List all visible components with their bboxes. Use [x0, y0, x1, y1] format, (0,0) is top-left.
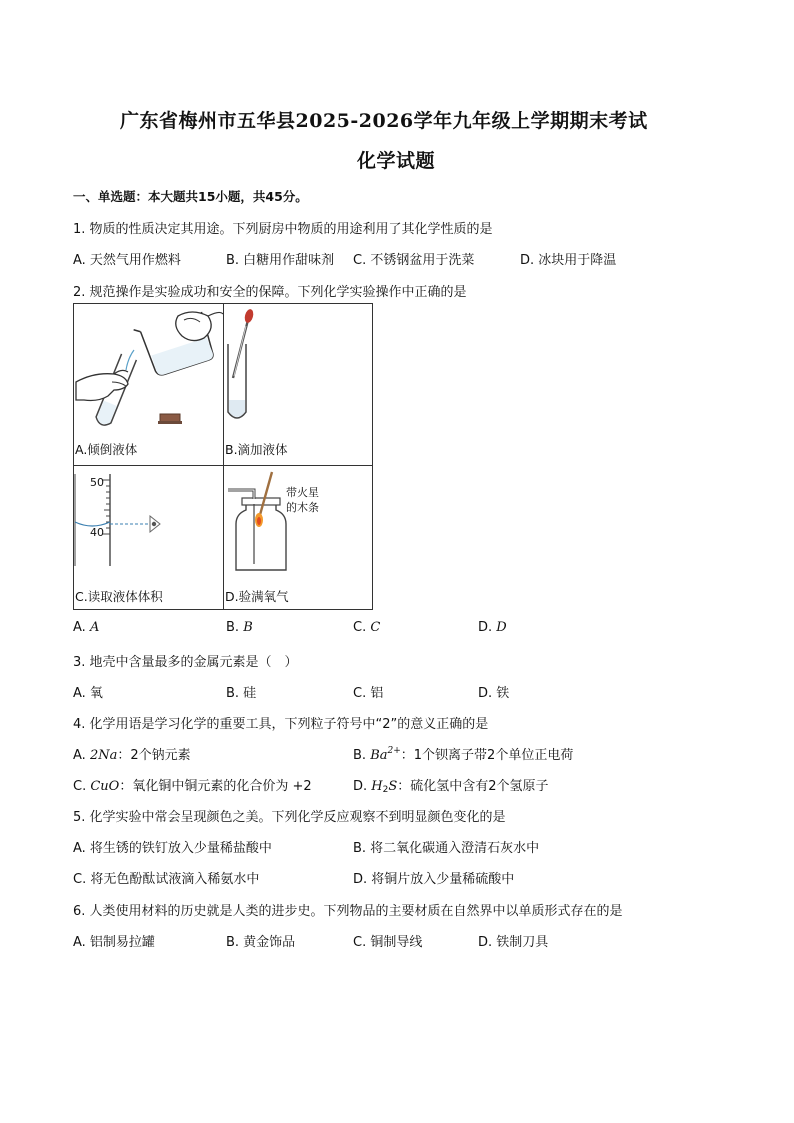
question-4-option-a: A. 2Na：2个钠元素	[73, 748, 191, 763]
question-3-option-d: D. 铁	[478, 686, 510, 701]
question-4-option-d: D. $H_2S$：硫化氢中含有2个氢原子	[353, 779, 549, 795]
figure-d-label-line1: 带火星	[286, 486, 319, 499]
question-3-option-a: A. 氧	[73, 686, 103, 701]
question-6-option-b: B. 黄金饰品	[226, 935, 296, 950]
question-1-option-b: B. 白糖用作甜味剂	[226, 253, 335, 268]
figure-c-reading-volume	[74, 466, 223, 610]
question-4-option-c: C. CuO：氧化铜中铜元素的化合价为 +2	[73, 779, 312, 794]
question-5-option-c: C. 将无色酚酞试液滴入稀氨水中	[73, 872, 260, 887]
figure-b-caption: B.滴加液体	[225, 442, 288, 457]
question-1-option-c: C. 不锈钢盆用于洗菜	[353, 253, 475, 268]
section-header: 一、单选题：本大题共15小题，共45分。	[73, 189, 308, 204]
figure-c-scale-50: 50	[90, 476, 104, 489]
question-2-stem: 2. 规范操作是实验成功和安全的保障。下列化学实验操作中正确的是	[73, 285, 467, 300]
question-2-option-d: D. D	[478, 620, 507, 635]
question-4-stem: 4. 化学用语是学习化学的重要工具，下列粒子符号中“2”的意义正确的是	[73, 717, 489, 732]
question-3-stem: 3. 地壳中含量最多的金属元素是（ ）	[73, 655, 298, 670]
question-3-option-c: C. 铝	[353, 686, 384, 701]
question-6-stem: 6. 人类使用材料的历史就是人类的进步史。下列物品的主要材质在自然界中以单质形式存在的是	[73, 904, 623, 919]
question-2-option-b: B. B	[226, 620, 253, 635]
figure-a-pouring-liquid	[74, 304, 223, 465]
exam-subtitle: 化学试题	[357, 150, 436, 172]
question-6-option-d: D. 铁制刀具	[478, 935, 549, 950]
question-2-option-c: C. C	[353, 620, 381, 635]
question-1-option-a: A. 天然气用作燃料	[73, 253, 181, 268]
figure-d-label-line2: 的木条	[286, 501, 319, 514]
question-3-option-b: B. 硅	[226, 686, 257, 701]
figure-c-scale-40: 40	[90, 526, 104, 539]
figure-d-caption: D.验满氧气	[225, 589, 289, 604]
question-5-option-b: B. 将二氧化碳通入澄清石灰水中	[353, 841, 540, 856]
question-1-stem: 1. 物质的性质决定其用途。下列厨房中物质的用途利用了其化学性质的是	[73, 222, 493, 237]
figure-a-caption: A.倾倒液体	[75, 442, 138, 457]
figure-c-caption: C.读取液体体积	[75, 589, 163, 604]
question-6-option-c: C. 铜制导线	[353, 935, 423, 950]
exam-title: 广东省梅州市五华县2025-2026学年九年级上学期期末考试	[120, 110, 648, 132]
question-5-option-d: D. 将铜片放入少量稀硫酸中	[353, 872, 515, 887]
figure-b-adding-drops	[224, 304, 373, 465]
figure-d-oxygen-check	[224, 466, 373, 610]
question-2-figure-grid	[73, 303, 373, 610]
question-2-option-a: A. A	[73, 620, 100, 635]
question-5-option-a: A. 将生锈的铁钉放入少量稀盐酸中	[73, 841, 272, 856]
question-5-stem: 5. 化学实验中常会呈现颜色之美。下列化学反应观察不到明显颜色变化的是	[73, 810, 506, 825]
question-4-option-b: B. $Ba^{2+}$：1个钡离子带2个单位正电荷	[353, 746, 574, 763]
question-1-option-d: D. 冰块用于降温	[520, 253, 617, 268]
question-6-option-a: A. 铝制易拉罐	[73, 935, 155, 950]
